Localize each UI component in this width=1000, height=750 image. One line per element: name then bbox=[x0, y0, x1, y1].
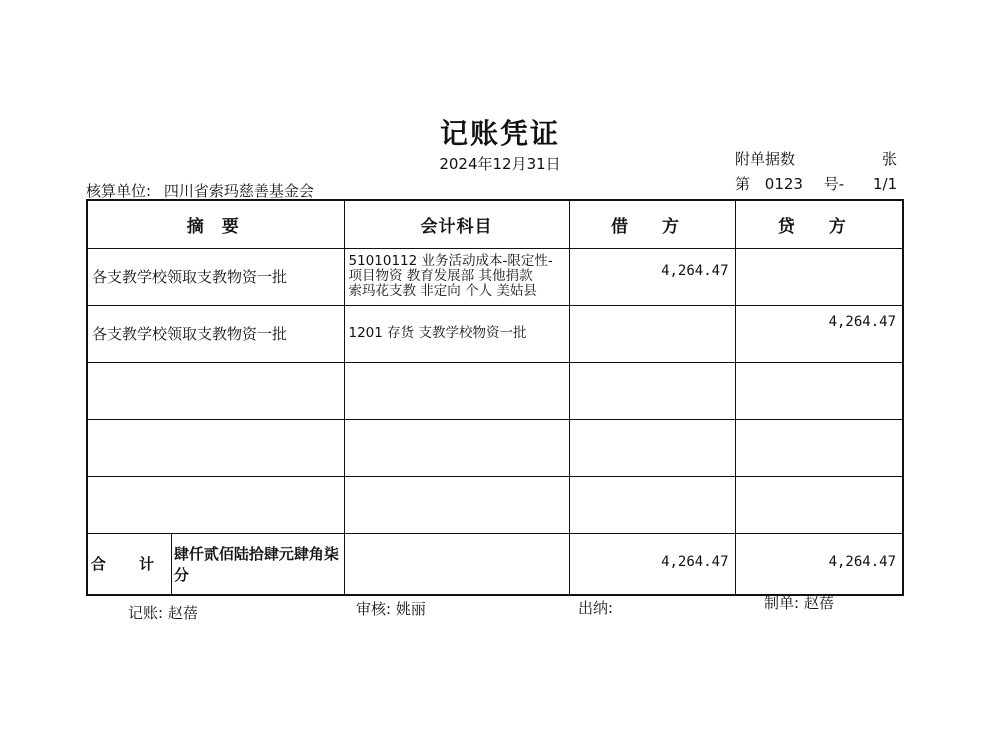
voucher-table bbox=[86, 199, 904, 596]
row-subject bbox=[344, 305, 569, 362]
table-row-empty bbox=[87, 419, 903, 476]
header-credit: 贷 方 bbox=[735, 200, 903, 248]
total-subject-empty bbox=[344, 533, 569, 595]
table-row bbox=[87, 248, 903, 305]
subject-line: 1201 存货 支教学校物资一批 bbox=[348, 325, 527, 341]
total-amount-words: 肆仟贰佰陆拾肆元肆角柒分 bbox=[173, 544, 339, 584]
subject-line: 项目物资 教育发展部 其他捐款 bbox=[348, 268, 533, 284]
number-prefix: 第 bbox=[735, 175, 751, 193]
row-credit: 4,264.47 bbox=[735, 305, 903, 362]
total-cell bbox=[87, 533, 344, 595]
table-row-empty bbox=[87, 362, 903, 419]
accounting-unit bbox=[86, 180, 314, 201]
total-row bbox=[87, 533, 903, 595]
row-credit bbox=[735, 248, 903, 305]
total-label: 合 计 bbox=[88, 534, 172, 594]
bookkeeper-signature: 记账: 赵蓓 bbox=[128, 604, 198, 622]
number-suffix: 号- bbox=[823, 175, 845, 193]
unit-name: 四川省索玛慈善基金会 bbox=[163, 182, 314, 200]
row-subject bbox=[344, 248, 569, 305]
total-credit: 4,264.47 bbox=[735, 533, 903, 595]
attachments-label: 附单据数 bbox=[735, 150, 796, 168]
subject-line: 51010112 业务活动成本-限定性- bbox=[348, 253, 553, 269]
header-row bbox=[87, 200, 903, 248]
preparer-signature: 制单: 赵蓓 bbox=[764, 594, 834, 612]
attachments-unit: 张 bbox=[882, 150, 898, 168]
table-row bbox=[87, 305, 903, 362]
header-summary: 摘 要 bbox=[87, 200, 344, 248]
header-subject: 会计科目 bbox=[344, 200, 569, 248]
voucher-number bbox=[735, 173, 897, 194]
cashier-signature: 出纳: bbox=[578, 599, 614, 617]
row-summary: 各支教学校领取支教物资一批 bbox=[87, 305, 344, 362]
unit-label: 核算单位: bbox=[86, 182, 152, 200]
header-debit: 借 方 bbox=[569, 200, 735, 248]
total-debit: 4,264.47 bbox=[569, 533, 735, 595]
row-summary: 各支教学校领取支教物资一批 bbox=[87, 248, 344, 305]
auditor-signature: 审核: 姚丽 bbox=[356, 600, 426, 618]
voucher-title: 记账凭证 bbox=[439, 117, 560, 150]
page-indicator: 1/1 bbox=[872, 175, 898, 193]
number-value: 0123 bbox=[764, 175, 803, 193]
subject-line: 索玛花支教 非定向 个人 美姑县 bbox=[348, 283, 537, 299]
voucher-date: 2024年12月31日 bbox=[439, 155, 561, 173]
row-debit: 4,264.47 bbox=[569, 248, 735, 305]
table-row-empty bbox=[87, 476, 903, 533]
row-debit bbox=[569, 305, 735, 362]
